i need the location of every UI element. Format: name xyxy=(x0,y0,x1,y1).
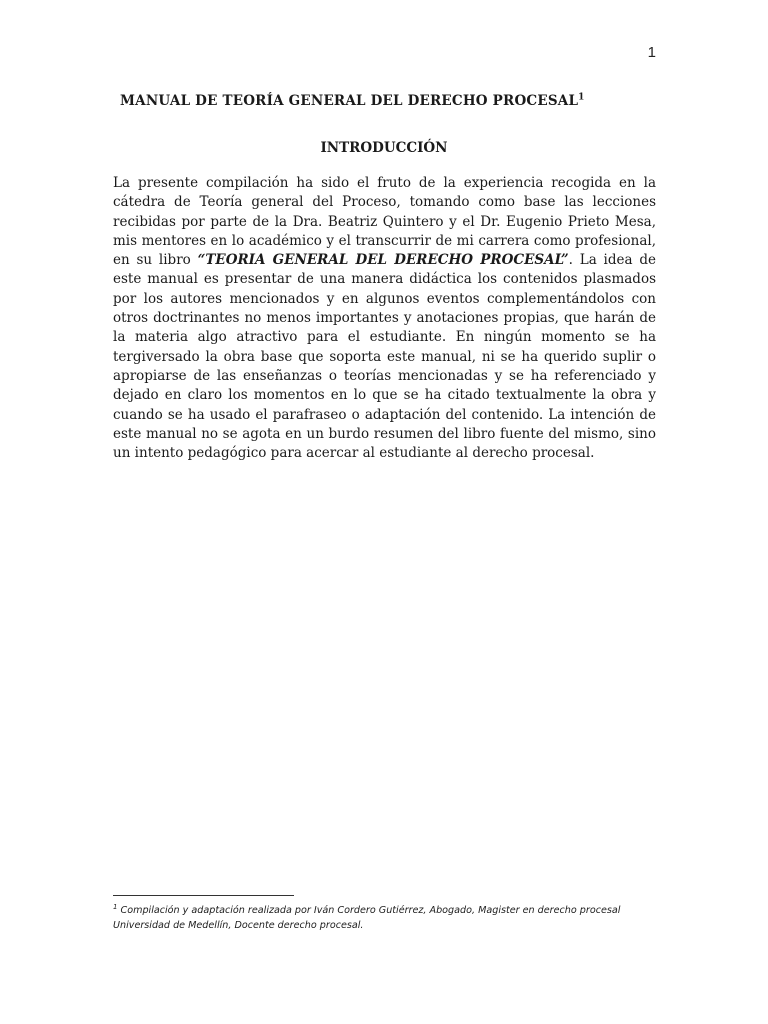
book-title: “TEORIA GENERAL DEL DERECHO PROCESAL” xyxy=(197,252,569,269)
document-title-text: MANUAL DE TEORÍA GENERAL DEL DERECHO PROCESAL xyxy=(120,93,579,109)
introduction-paragraph xyxy=(113,174,656,463)
section-heading-text: INTRODUCCIÓN xyxy=(320,140,448,156)
section-heading xyxy=(0,140,768,156)
footnote-line-1 xyxy=(113,903,673,918)
title-footnote-marker[interactable]: 1 xyxy=(578,92,585,103)
footnote-text-line1: Compilación y adaptación realizada por Iván Cordero Gutiérrez, Abogado, Magister en derecho procesal xyxy=(120,905,621,916)
paragraph-text-part1: La presente compilación ha sido el fruto de la experiencia recogida en la cátedra de Teoría general del Proceso, tomando como base las lecciones recibidas por parte de la Dra. Beatriz Quintero y el Dr. Eugenio Prieto Mesa, mis mentores en lo académico y el transcurrir de mi carrera como profesional, en su libro xyxy=(113,175,656,269)
footnote-line-2: Universidad de Medellín, Docente derecho procesal. xyxy=(113,920,364,931)
footnote-separator xyxy=(113,895,294,896)
paragraph-text-part2: . La idea de este manual es presentar de una manera didáctica los contenidos plasmados por los autores mencionados y en algunos eventos complementándolos con otros doctrinantes no menos importantes y anotaciones propias, que harán de la materia algo atractivo para el estudiante. En ningún momento se ha tergiversado la obra base que soporta este manual, ni se ha querido suplir o apropiarse de las enseñanzas o teorías mencionadas y se ha referenciado y dejado en claro los momentos en lo que se ha citado textualmente la obra y cuando se ha usado el parafraseo o adaptación del contenido. La intención de este manual no se agota en un burdo resumen del libro fuente del mismo, sino un intento pedagógico para acercar al estudiante al derecho procesal. xyxy=(113,252,656,462)
document-title xyxy=(120,93,585,109)
page-number: 1 xyxy=(647,44,656,61)
footnote xyxy=(113,903,673,933)
footnote-marker: 1 xyxy=(113,902,118,911)
